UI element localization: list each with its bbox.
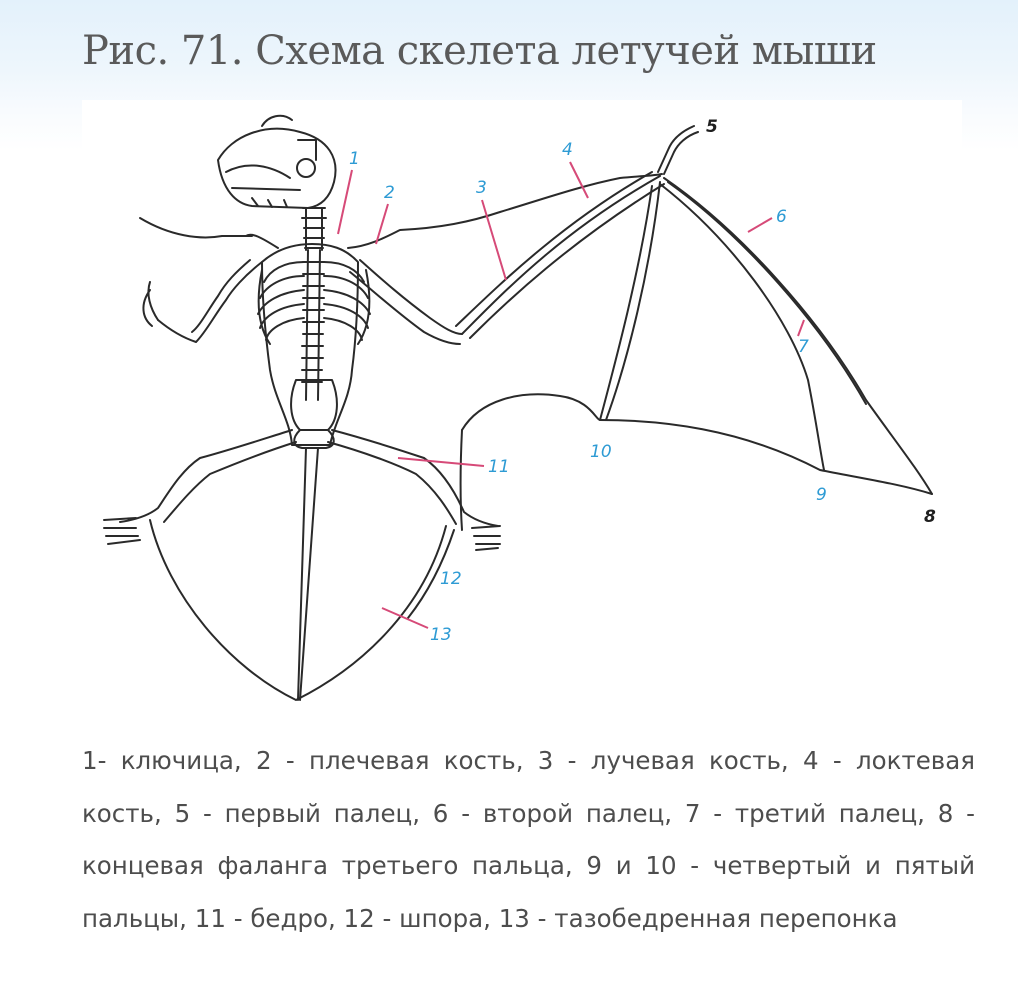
callout-label-5: 5 <box>706 117 718 137</box>
callout-label-13: 13 <box>430 625 452 645</box>
tail <box>298 448 318 700</box>
figure-caption: 1- ключица, 2 - плечевая кость, 3 - лучевая кость, 4 - локтевая кость, 5 - первый палец, 6 - второй палец, 7 - третий палец, 8 - концевая фаланга третьего пальца, 9 и 10 - четвертый и пятый пальцы, 11 - бедро, 12 - шпора, 13 - тазобедренная перепонка <box>82 746 975 933</box>
right-arm <box>348 172 664 344</box>
pelvis <box>291 380 337 448</box>
spine <box>302 250 324 400</box>
radius-bone <box>462 176 660 334</box>
callout-label-8: 8 <box>924 507 936 527</box>
bat-skeleton-figure <box>82 100 962 720</box>
leader-line-7 <box>798 320 804 336</box>
leader-line-4 <box>570 162 588 198</box>
leader-line-6 <box>748 218 772 232</box>
thumb-bone <box>658 126 698 174</box>
wing-membrane <box>462 394 932 494</box>
leader-line-1 <box>338 170 352 234</box>
callout-label-9: 9 <box>816 485 827 505</box>
callout-label-12: 12 <box>440 569 462 589</box>
callout-label-10: 10 <box>590 442 612 462</box>
callout-label-6: 6 <box>776 207 787 227</box>
femur-bone <box>332 430 498 526</box>
leader-line-11 <box>398 458 484 466</box>
right-leg <box>328 430 500 618</box>
left-arm <box>140 218 278 342</box>
leader-lines <box>338 162 804 628</box>
callout-label-2: 2 <box>384 183 395 203</box>
skull <box>218 116 336 208</box>
callout-label-4: 4 <box>562 140 573 160</box>
callout-label-7: 7 <box>798 337 809 357</box>
left-leg <box>104 430 296 544</box>
callout-label-3: 3 <box>476 178 487 198</box>
figure-title: Рис. 71. Схема скелета летучей мыши <box>82 28 877 74</box>
bat-skeleton-diagram <box>82 100 962 720</box>
callout-numbers <box>349 117 936 645</box>
callout-label-11: 11 <box>488 457 510 477</box>
callout-label-1: 1 <box>349 149 360 169</box>
